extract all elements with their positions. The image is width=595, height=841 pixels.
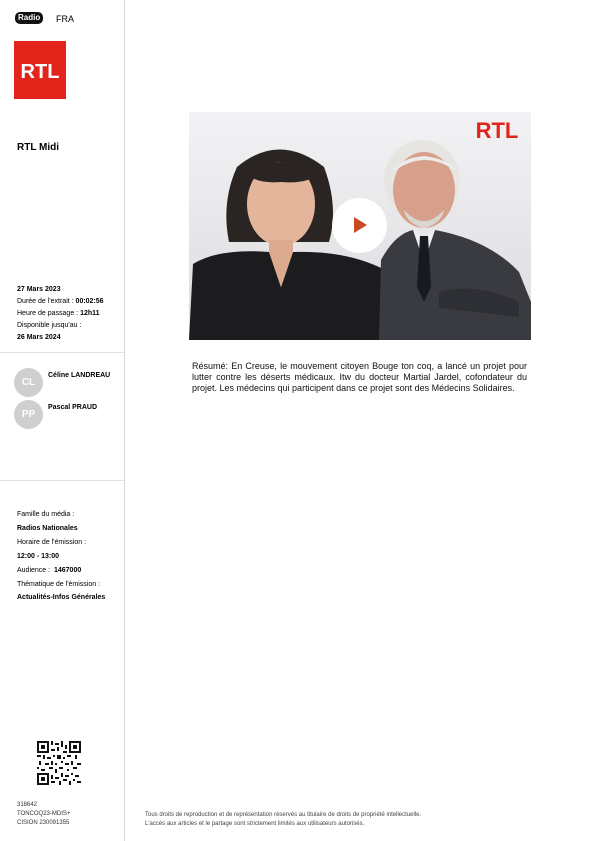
theme-value: Actualités-Infos Générales xyxy=(17,594,106,601)
qr-code[interactable] xyxy=(37,741,81,785)
summary-text: Résumé: En Creuse, le mouvement citoyen Bouge ton coq, a lancé un projet pour lutter contre les déserts médicaux. Itw du docteur Martial Jardel, cofondateur du projet. Les médecins qui participent dans ce projet sont des Médecins Solidaires. xyxy=(192,361,527,393)
country-label: FRA xyxy=(56,14,74,24)
schedule-label: Horaire de l'émission : xyxy=(17,539,87,546)
available-value: 26 Mars 2024 xyxy=(17,334,61,341)
sidebar xyxy=(0,0,125,841)
id-line: 318642 xyxy=(17,802,38,808)
media-type-badge: Radio xyxy=(15,12,43,24)
avatar: CL xyxy=(14,368,43,397)
divider xyxy=(0,352,124,353)
person-item[interactable] xyxy=(14,368,124,398)
theme-label: Thématique de l'émission : xyxy=(17,581,101,588)
broadcast-details xyxy=(17,284,123,344)
family-value: Radios Nationales xyxy=(17,525,78,532)
person-name: Céline LANDREAU xyxy=(48,372,111,379)
broadcast-date: 27 Mars 2023 xyxy=(17,286,61,293)
person-item[interactable] xyxy=(14,400,124,430)
divider xyxy=(0,480,124,481)
duration-value: 00:02:56 xyxy=(75,298,104,305)
footer-line: Tous droits de reproduction et de représentation réservés au titulaire de droits de propriété intellectuelle. xyxy=(145,812,422,818)
qr-code-icon xyxy=(37,741,81,785)
station-logo xyxy=(14,41,66,99)
play-button[interactable] xyxy=(332,198,387,253)
audience-label: Audience : xyxy=(17,567,51,574)
family-label: Famille du média : xyxy=(17,511,75,518)
duration-label: Durée de l'extrait : xyxy=(17,298,74,305)
id-line: CISION 230091355 xyxy=(17,820,70,826)
photo-logo: RTL xyxy=(475,118,519,143)
airtime-value: 12h11 xyxy=(80,310,100,317)
document-ids xyxy=(17,801,70,828)
avatar: PP xyxy=(14,400,43,429)
airtime-label: Heure de passage : xyxy=(17,310,79,317)
program-title: RTL Midi xyxy=(17,142,60,153)
copyright-footer xyxy=(145,811,421,829)
svg-text:RTL: RTL xyxy=(20,61,60,83)
person-name: Pascal PRAUD xyxy=(48,404,98,411)
audience-value: 1467000 xyxy=(53,567,82,574)
media-info xyxy=(17,508,123,603)
available-label: Disponible jusqu'au : xyxy=(17,322,82,329)
schedule-value: 12:00 - 13:00 xyxy=(17,553,60,560)
id-line: TONCOQ23-MDIS+ xyxy=(17,811,71,817)
rtl-logo-icon xyxy=(14,41,66,99)
footer-line: L'accès aux articles et le partage sont strictement limités aux utilisateurs autorisés. xyxy=(145,821,365,827)
